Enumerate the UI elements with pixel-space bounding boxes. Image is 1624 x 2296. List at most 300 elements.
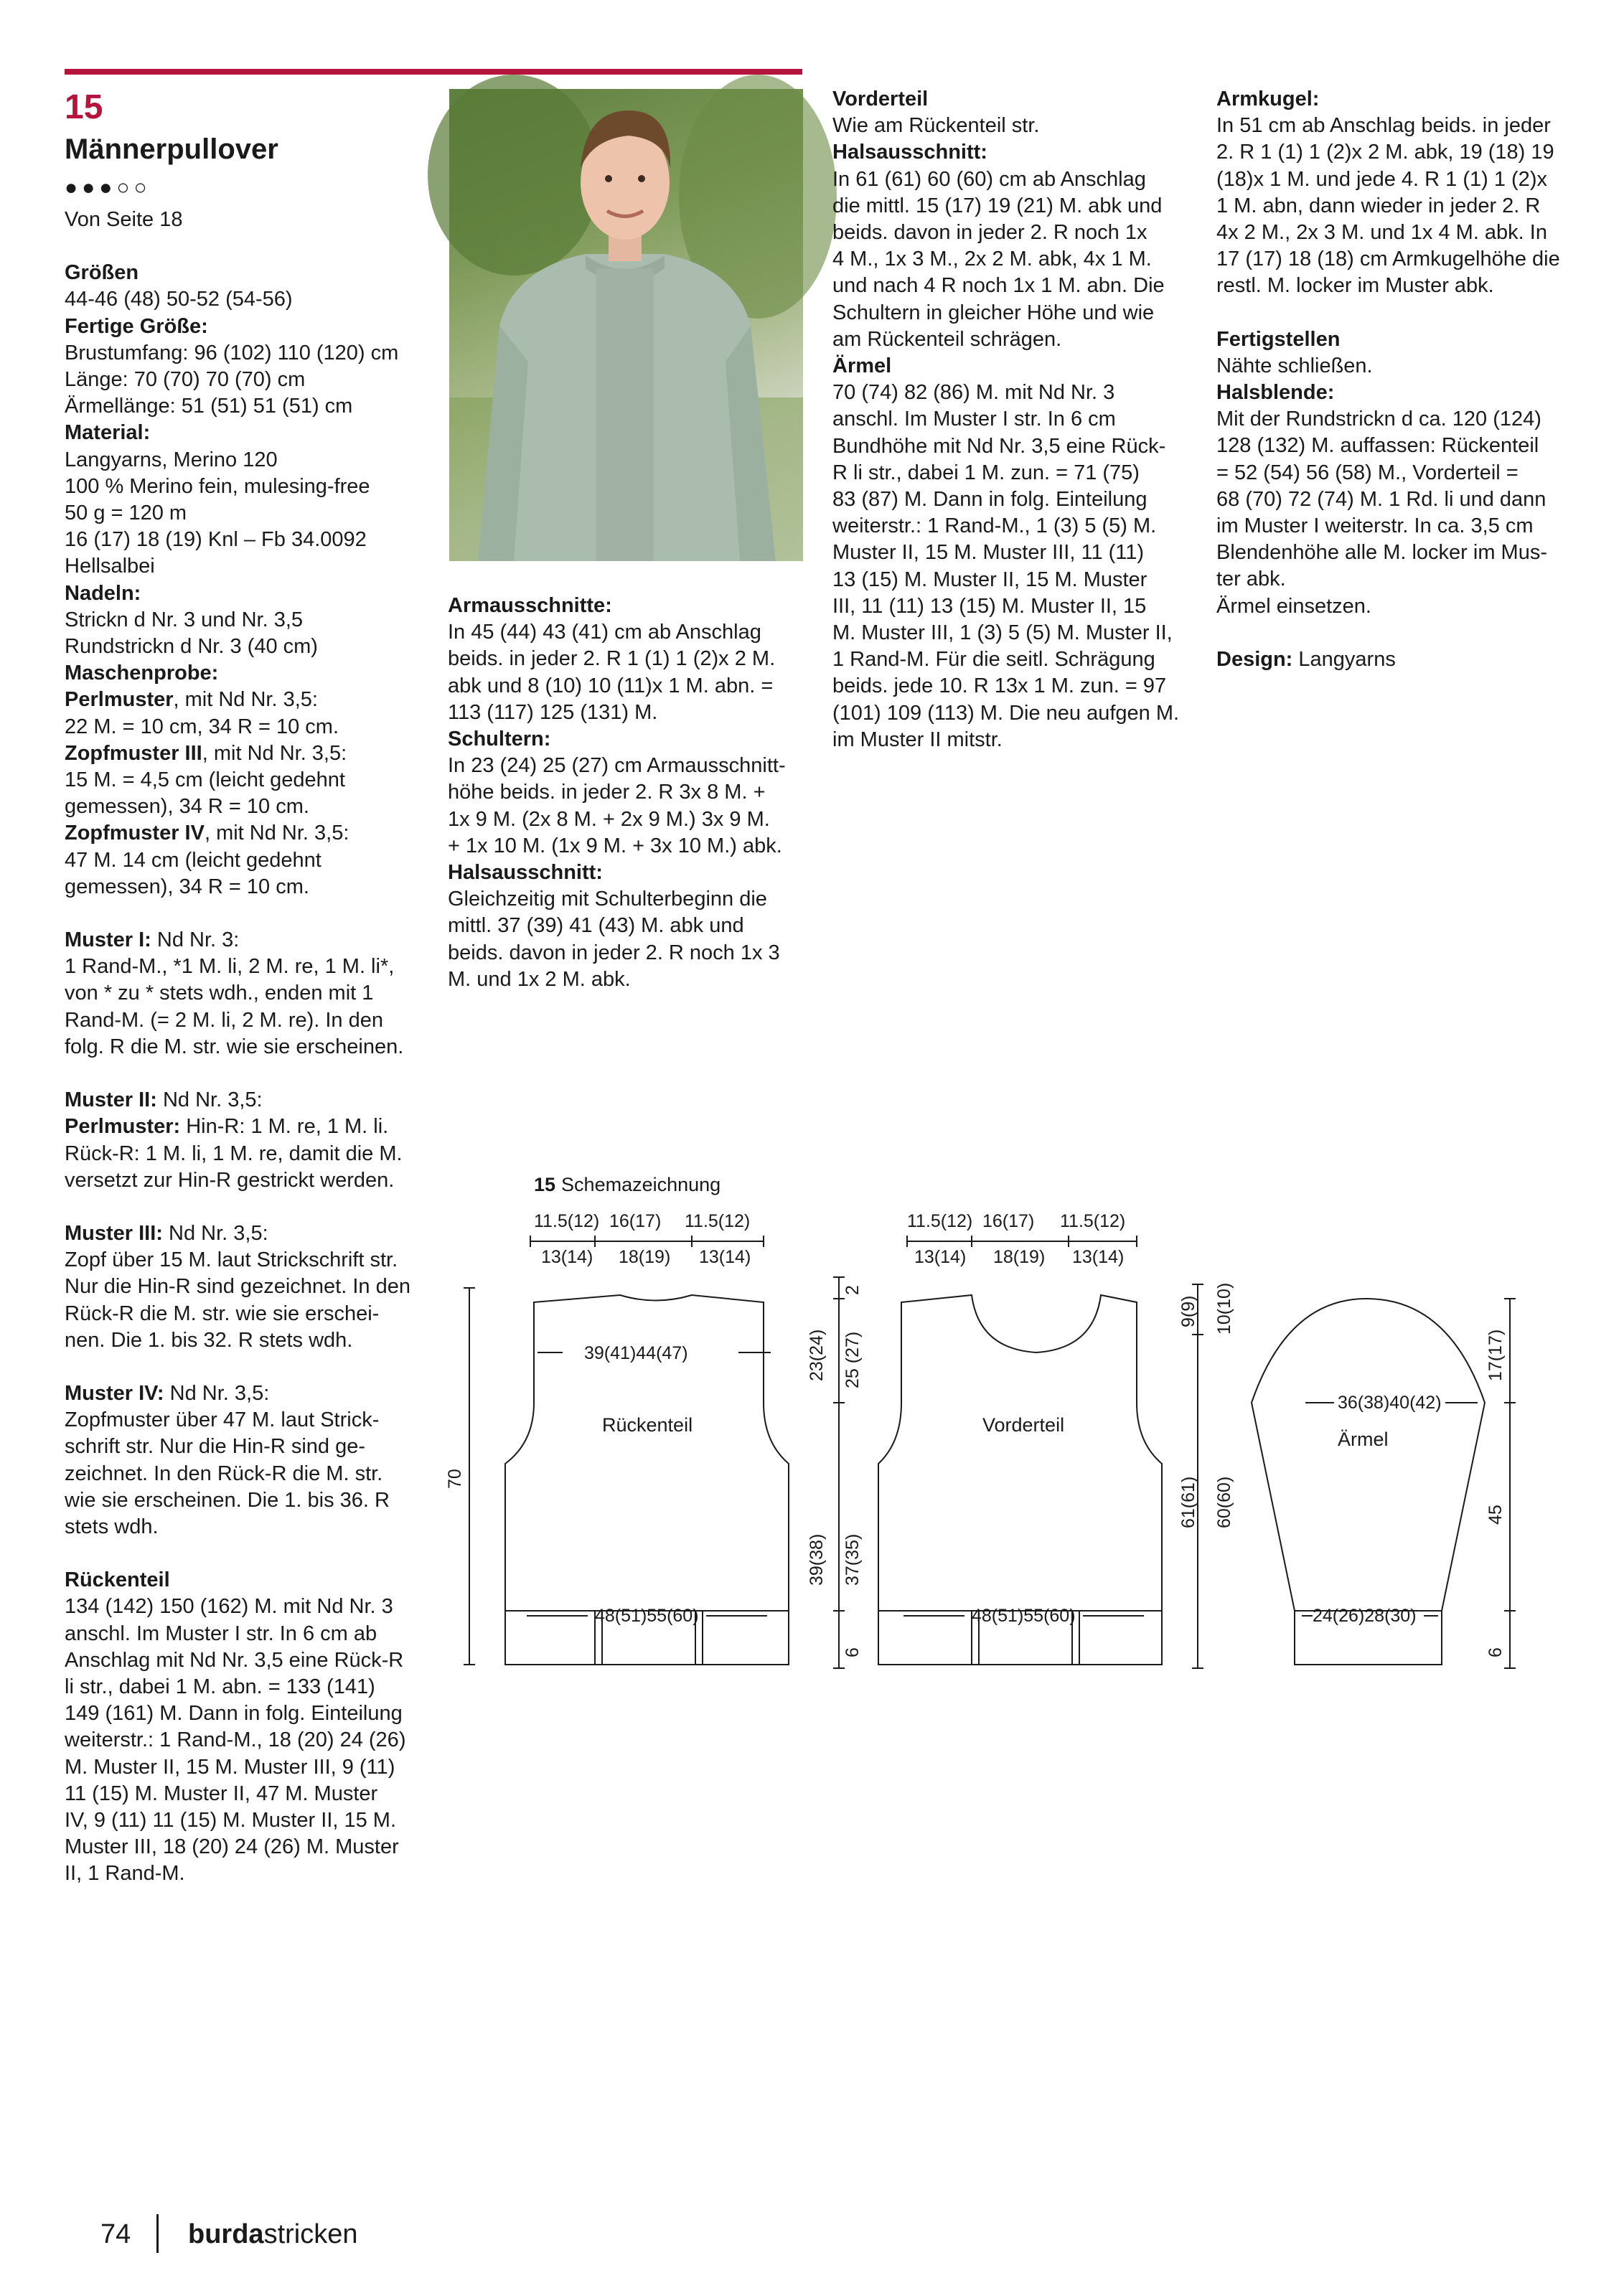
text-line-body: gemessen), 34 R = 10 cm. [65,795,309,819]
brand-logo [188,2217,357,2252]
text-line-body: von * zu * stets wdh., enden mit 1 [65,982,374,1005]
text-line [65,1860,423,1887]
paragraph-gap [65,1194,423,1220]
text-line [65,794,423,820]
text-line-body: 2. R 1 (1) 1 (2)x 2 M. abk, 19 (18) 19 [1216,141,1554,164]
text-line [65,954,423,980]
side-d: 39(38) [807,1533,827,1586]
text-line [65,1167,423,1194]
sleeve-cap-a: 17(17) [1485,1329,1506,1381]
back-top-mid: 16(17) [609,1211,662,1231]
text-line [65,847,423,874]
text-line-body: Hellsalbei [65,555,155,578]
text-line [65,553,423,580]
text-line-body: 16 (17) 18 (19) Knl – Fb 34.0092 [65,528,367,552]
text-line-body: weiterstr.: 1 Rand-M., 1 (3) 5 (5) M. [832,514,1157,538]
text-line-body: weiterstr.: 1 Rand-M., 18 (20) 24 (26) [65,1728,406,1752]
text-line-heading: Schultern: [448,728,551,751]
text-line [1216,353,1575,380]
text-line [65,1380,423,1407]
text-line-body: schrift str. Nur die Hin-R sind ge- [65,1435,366,1459]
text-line [832,567,1191,593]
text-line-body: 128 (132) M. auffassen: Rückenteil [1216,434,1539,458]
back-top-outer-r: 11.5(12) [685,1211,751,1231]
sleeve-rib: 6 [1485,1647,1506,1657]
text-line-body: (18)x 1 M. und jede 4. R 1 (1) 1 (2)x [1216,167,1547,191]
text-line [65,1514,423,1540]
text-line-body: Rück-R: 1 M. li, 1 M. re, damit die M. [65,1142,403,1165]
text-line [65,1141,423,1167]
text-line-body: 68 (70) 72 (74) M. 1 Rd. li und dann [1216,487,1546,511]
text-line [65,1754,423,1781]
text-line-body: gemessen), 34 R = 10 cm. [65,875,309,898]
text-line [65,607,423,634]
text-line-body: 83 (87) M. Dann in folg. Einteilung [832,488,1147,512]
text-line [65,447,423,474]
back-hem: 48(51)55(60) [595,1606,699,1626]
text-line-body: M. Muster II, 15 M. Muster III, 9 (11) [65,1755,395,1779]
text-line [65,1034,423,1060]
text-line-heading: Material: [65,421,151,445]
text-line-heading: Fertige Größe: [65,314,208,338]
text-line-body: Mit der Rundstrickn d ca. 120 (124) [1216,408,1541,431]
text-line [1216,273,1575,299]
text-line [65,367,423,393]
text-line-body: li str., dabei 1 M. abn. = 133 (141) [65,1675,375,1698]
text-line [832,406,1191,433]
text-line-heading: Rückenteil [65,1568,170,1592]
text-line-body: Hin-R: 1 M. re, 1 M. li. [180,1115,389,1139]
text-line [65,1407,423,1434]
text-line [448,913,799,939]
side-b: 25 (27) [842,1331,863,1388]
text-line [832,113,1191,139]
sleeve-length: 45 [1485,1505,1506,1525]
text-line-body: Gleichzeitig mit Schulterbeginn die [448,888,767,911]
paragraph-gap [1216,300,1575,326]
text-line-body: IV, 9 (11) 11 (15) M. Muster II, 15 M. [65,1808,397,1832]
text-line-body: 134 (142) 150 (162) M. mit Nd Nr. 3 [65,1595,393,1619]
text-line [65,767,423,794]
brand-rest: stricken [263,2219,358,2249]
text-line [448,860,799,886]
text-line [65,420,423,446]
text-line [832,486,1191,513]
text-line [1216,86,1575,113]
text-line-body: 44-46 (48) 50-52 (54-56) [65,288,293,311]
paragraph-gap [65,1540,423,1567]
text-line [65,740,423,767]
text-line [448,886,799,913]
text-line-body: Länge: 70 (70) 70 (70) cm [65,368,306,392]
text-line [1216,246,1575,273]
front-top-outer-r: 11.5(12) [1060,1211,1126,1231]
text-line-heading: Perlmuster: [65,1115,181,1139]
text-line [832,700,1191,727]
front-top-mid: 16(17) [982,1211,1035,1231]
text-line-body: Rundstrickn d Nr. 3 (40 cm) [65,635,318,659]
text-line-body: Muster III, 18 (20) 24 (26) M. Muster [65,1835,399,1859]
text-line-body: Zopfmuster über 47 M. laut Strick- [65,1408,380,1432]
text-line [65,980,423,1007]
column-3 [832,86,1191,753]
text-line-body: zeichnet. In den Rück-R die M. str. [65,1462,383,1485]
text-line-heading: Halsausschnitt: [832,141,987,164]
text-line [832,433,1191,460]
text-line-body: 17 (17) 18 (18) cm Armkugelhöhe die [1216,248,1560,271]
text-line [832,300,1191,326]
text-line-body: 1 Rand-M., *1 M. li, 2 M. re, 1 M. li*, [65,955,395,979]
header-accent-bar [65,69,802,75]
text-line-body: 70 (74) 82 (86) M. mit Nd Nr. 3 [832,381,1115,405]
paragraph-gap [65,1354,423,1380]
text-line [832,353,1191,380]
from-page: Von Seite 18 [65,208,183,231]
man-sweater-illustration [449,89,803,561]
paragraph-gap [65,900,423,927]
text-line [1216,513,1575,540]
text-line [65,820,423,847]
text-line [65,340,423,367]
text-line [832,380,1191,406]
text-line-body: Nd Nr. 3,5: [162,1221,268,1245]
front-neck-a: 9(9) [1178,1295,1198,1327]
diagram-title-text: Schemazeichnung [561,1174,721,1195]
text-line-body: In 61 (61) 60 (60) cm ab Anschlag [832,167,1146,191]
text-line [65,1807,423,1834]
text-line-body: , mit Nd Nr. 3,5: [202,741,347,765]
text-line [65,393,423,420]
text-line [65,1674,423,1700]
text-line [1216,406,1575,433]
text-line-heading: Muster II: [65,1088,157,1112]
text-line-body: abk und 8 (10) 10 (11)x 1 M. abn. = [448,674,774,697]
difficulty-rating: ●●●○○ [65,176,151,199]
text-line-heading: Armkugel: [1216,88,1320,110]
back-label: Rückenteil [602,1414,693,1436]
side-a: 23(24) [807,1329,827,1381]
front-height-a: 61(61) [1178,1476,1198,1528]
text-line [1216,593,1575,620]
text-line-body: 47 M. 14 cm (leicht gedehnt [65,848,321,872]
text-line-heading: Halsausschnitt: [448,861,603,885]
text-line-heading: Muster III: [65,1221,163,1245]
text-line [1216,139,1575,166]
text-line-body: anschl. Im Muster I str. In 6 cm ab [65,1622,377,1645]
text-line [1216,380,1575,406]
text-line [448,833,799,860]
text-line [1216,193,1575,220]
text-line-body: stets wdh. [65,1515,159,1538]
text-line [65,1220,423,1247]
front-top-sub-l: 13(14) [914,1247,967,1267]
text-line [65,260,423,286]
text-line-body: Nd Nr. 3,5: [156,1088,263,1112]
text-line-body: In 51 cm ab Anschlag beids. in jeder [1216,114,1551,138]
text-line-body: In 45 (44) 43 (41) cm ab Anschlag [448,621,761,644]
text-line [832,540,1191,566]
sleeve-width: 36(38)40(42) [1338,1393,1442,1413]
text-line [65,1834,423,1860]
model-photo [449,89,803,561]
side-f: 6 [842,1647,863,1657]
text-line [1216,486,1575,513]
side-c: 2 [842,1285,863,1295]
text-line [65,1594,423,1620]
text-line-body: 15 M. = 4,5 cm (leicht gedehnt [65,768,345,792]
text-line [65,1621,423,1647]
text-line-body: wie sie erscheinen. Die 1. bis 36. R [65,1488,390,1512]
text-line [65,1327,423,1354]
text-line [832,460,1191,486]
text-line-heading: Halsblende: [1216,381,1335,405]
text-line [448,779,799,806]
text-line-body: Schultern in gleicher Höhe und wie [832,301,1155,324]
text-line-heading: Ärmel [832,354,892,378]
text-line-body: 13 (15) M. Muster II, 15 M. Muster [832,568,1147,591]
text-line [65,500,423,527]
text-line [1216,540,1575,566]
text-line-body: Zopf über 15 M. laut Strickschrift str. [65,1248,398,1272]
column-1 [65,86,423,1888]
text-line [832,727,1191,753]
back-top-sub-m: 18(19) [619,1247,671,1267]
text-line [832,166,1191,193]
text-line [448,646,799,672]
back-top-sub-r: 13(14) [699,1247,751,1267]
text-line [448,700,799,726]
text-line-body: Nd Nr. 3,5: [164,1381,270,1405]
text-line-body: Ärmel einsetzen. [1216,594,1371,618]
text-line [65,1274,423,1300]
text-line-body: mittl. 37 (39) 41 (43) M. abk und [448,914,744,938]
brand-bold: burda [188,2219,264,2249]
text-line [1216,460,1575,486]
text-line-body: Brustumfang: 96 (102) 110 (120) cm [65,341,399,364]
text-line-body: 1x 9 M. (2x 8 M. + 2x 9 M.) 3x 9 M. [448,807,770,831]
diagram-title [534,1174,721,1195]
sleeve-label: Ärmel [1338,1429,1389,1450]
pattern-title: Männerpullover [65,133,278,165]
back-top-sub-l: 13(14) [541,1247,593,1267]
text-line-body: Ärmellänge: 51 (51) 51 (51) cm [65,395,353,418]
text-line-heading: Vorderteil [832,88,929,110]
text-line-body: ter abk. [1216,568,1286,591]
text-line [448,673,799,700]
text-line-body: 22 M. = 10 cm, 34 R = 10 cm. [65,715,339,738]
text-line [832,139,1191,166]
text-line-body: beids. davon in jeder 2. R noch 1x [832,221,1147,245]
text-line [448,940,799,966]
text-line [1216,166,1575,193]
front-top-sub-r: 13(14) [1072,1247,1125,1267]
text-line [65,687,423,713]
text-line-body: 4x 2 M., 2x 3 M. und 1x 4 M. abk. In [1216,221,1547,245]
back-piece [464,1236,789,1665]
back-height: 70 [445,1469,465,1489]
text-line-body: Muster II, 15 M. Muster III, 11 (11) [832,541,1145,565]
text-line-body: 4 M., 1x 3 M., 2x 2 M. abk, 4x 1 M. [832,248,1152,271]
back-top-outer: 11.5(12) [534,1211,600,1231]
pattern-number: 15 [65,88,103,126]
text-line-body: , mit Nd Nr. 3,5: [204,822,349,845]
column-2 [448,593,799,993]
text-line-body: II, 1 Rand-M. [65,1862,185,1886]
text-line [65,1087,423,1114]
text-line-body: beids. in jeder 2. R 1 (1) 1 (2)x 2 M. [448,647,776,671]
text-line-body: + 1x 10 M. (1x 9 M. + 3x 10 M.) abk. [448,834,782,857]
text-line-body: Blendenhöhe alle M. locker im Mus- [1216,541,1547,565]
text-line [448,726,799,753]
text-line-body: Rand-M. (= 2 M. li, 2 M. re). In den [65,1008,384,1032]
text-line [65,1727,423,1754]
text-line [832,246,1191,273]
text-line [832,593,1191,620]
text-line-body: M. Muster III, 1 (3) 5 (5) M. Muster II, [832,621,1173,645]
text-line-body: (101) 109 (113) M. Die neu aufgen M. [832,701,1180,725]
text-line-body: 1 M. abn, dann wieder in jeder 2. R [1216,194,1541,217]
text-line [65,1781,423,1807]
back-chest: 39(41)44(47) [584,1343,688,1363]
text-line [832,513,1191,540]
text-line [832,620,1191,646]
text-line [65,1114,423,1140]
front-hem: 48(51)55(60) [972,1606,1076,1626]
front-height-b: 60(60) [1214,1476,1234,1528]
text-line-body: Nähte schließen. [1216,354,1373,377]
text-line-body: 113 (117) 125 (131) M. [448,700,658,724]
text-line-body: beids. davon in jeder 2. R noch 1x 3 [448,941,780,964]
text-line-heading: Größen [65,261,139,285]
text-line [1216,646,1575,673]
text-line [65,714,423,740]
text-line [448,806,799,833]
text-line-heading: Muster IV: [65,1381,164,1405]
text-line-body: nen. Die 1. bis 32. R stets wdh. [65,1328,353,1352]
text-line [65,1461,423,1487]
text-line [65,660,423,687]
text-line [65,1247,423,1274]
text-line-body: 1 Rand-M. Für die seitl. Schrägung [832,648,1155,672]
text-line [832,86,1191,113]
text-line [65,286,423,313]
text-line [448,753,799,779]
text-line [65,474,423,500]
text-line [832,326,1191,353]
text-line-heading: Zopfmuster III [65,741,202,765]
text-line-heading: Design: [1216,647,1293,671]
text-line [448,619,799,646]
text-line-body: 50 g = 120 m [65,502,187,525]
text-line [65,1007,423,1034]
text-line-body: In 23 (24) 25 (27) cm Armausschnitt- [448,754,786,778]
text-line-body: Langyarns [1292,647,1396,671]
sleeve-cuff: 24(26)28(30) [1313,1606,1417,1626]
text-line-heading: Perlmuster [65,688,174,712]
text-line-body: im Muster I weiterstr. In ca. 3,5 cm [1216,514,1534,538]
text-line [832,673,1191,700]
text-line [1216,433,1575,459]
front-piece [878,1236,1203,1668]
text-line [65,927,423,954]
text-line [448,966,799,993]
front-top-sub-m: 18(19) [993,1247,1046,1267]
text-line-heading: Armausschnitte: [448,594,612,617]
footer-divider [156,2214,159,2253]
text-line-body: und nach 4 R noch 1x 1 M. abn. Die [832,274,1165,298]
text-line [832,646,1191,673]
text-line [832,220,1191,246]
page-number: 74 [100,2219,131,2249]
text-line [65,580,423,607]
text-line [65,527,423,553]
text-line-body: Nd Nr. 3: [151,928,240,952]
text-line-body: 11 (15) M. Muster II, 47 M. Muster [65,1782,378,1805]
text-line-heading: Fertigstellen [1216,327,1341,351]
text-line-body: im Muster II mitstr. [832,728,1003,751]
text-line-body: 100 % Merino fein, mulesing-free [65,474,370,498]
text-line-body: Nur die Hin-R sind gezeichnet. In den [65,1275,410,1299]
paragraph-gap [65,1060,423,1087]
text-line [65,634,423,660]
text-line-body: versetzt zur Hin-R gestrickt werden. [65,1168,395,1192]
text-line-heading: Zopfmuster IV [65,822,205,845]
text-line-body: restl. M. locker im Muster abk. [1216,274,1494,298]
text-line-body: beids. jede 10. R 13x 1 M. zun. = 97 [832,674,1167,698]
text-line-body: Wie am Rückenteil str. [832,114,1040,138]
text-line-body: R li str., dabei 1 M. zun. = 71 (75) [832,461,1140,484]
text-line-body: höhe beids. in jeder 2. R 3x 8 M. + [448,781,766,804]
text-line-body: folg. R die M. str. wie sie erscheinen. [65,1035,404,1058]
text-line-body: Bundhöhe mit Nd Nr. 3,5 eine Rück- [832,434,1166,458]
paragraph-gap [1216,620,1575,646]
text-line-body: , mit Nd Nr. 3,5: [173,688,318,712]
schematic-diagram [445,1162,1524,1722]
text-line [1216,326,1575,353]
text-line-body: anschl. Im Muster I str. In 6 cm [832,408,1116,431]
text-line [65,314,423,340]
front-label: Vorderteil [982,1414,1065,1436]
text-line [65,1567,423,1594]
text-line-body: Strickn d Nr. 3 und Nr. 3,5 [65,608,304,631]
text-line-body: Anschlag mit Nd Nr. 3,5 eine Rück-R [65,1648,404,1672]
text-line-body: Langyarns, Merino 120 [65,448,278,471]
text-line [65,1700,423,1727]
text-line-body: 149 (161) M. Dann in folg. Einteilung [65,1702,403,1726]
diagram-title-num: 15 [534,1174,556,1195]
front-neck-b: 10(10) [1214,1282,1234,1335]
text-line [1216,113,1575,139]
text-line-heading: Maschenprobe: [65,662,219,685]
side-e: 37(35) [842,1533,863,1586]
text-line-heading: Muster I: [65,928,151,952]
text-line [65,1434,423,1460]
text-line-body: III, 11 (11) 13 (15) M. Muster II, 15 [832,594,1147,618]
text-line [832,193,1191,220]
text-line [65,874,423,900]
text-line [1216,220,1575,246]
front-top-outer: 11.5(12) [907,1211,973,1231]
text-line-body: M. und 1x 2 M. abk. [448,967,631,991]
text-line-body: am Rückenteil schrägen. [832,327,1062,351]
text-line [65,1301,423,1327]
text-line [448,593,799,619]
text-line-body: die mittl. 15 (17) 19 (21) M. abk und [832,194,1163,217]
column-4 [1216,86,1575,673]
text-line [1216,566,1575,593]
text-line [65,1487,423,1514]
text-line-body: = 52 (54) 56 (58) M., Vorderteil = [1216,461,1519,484]
